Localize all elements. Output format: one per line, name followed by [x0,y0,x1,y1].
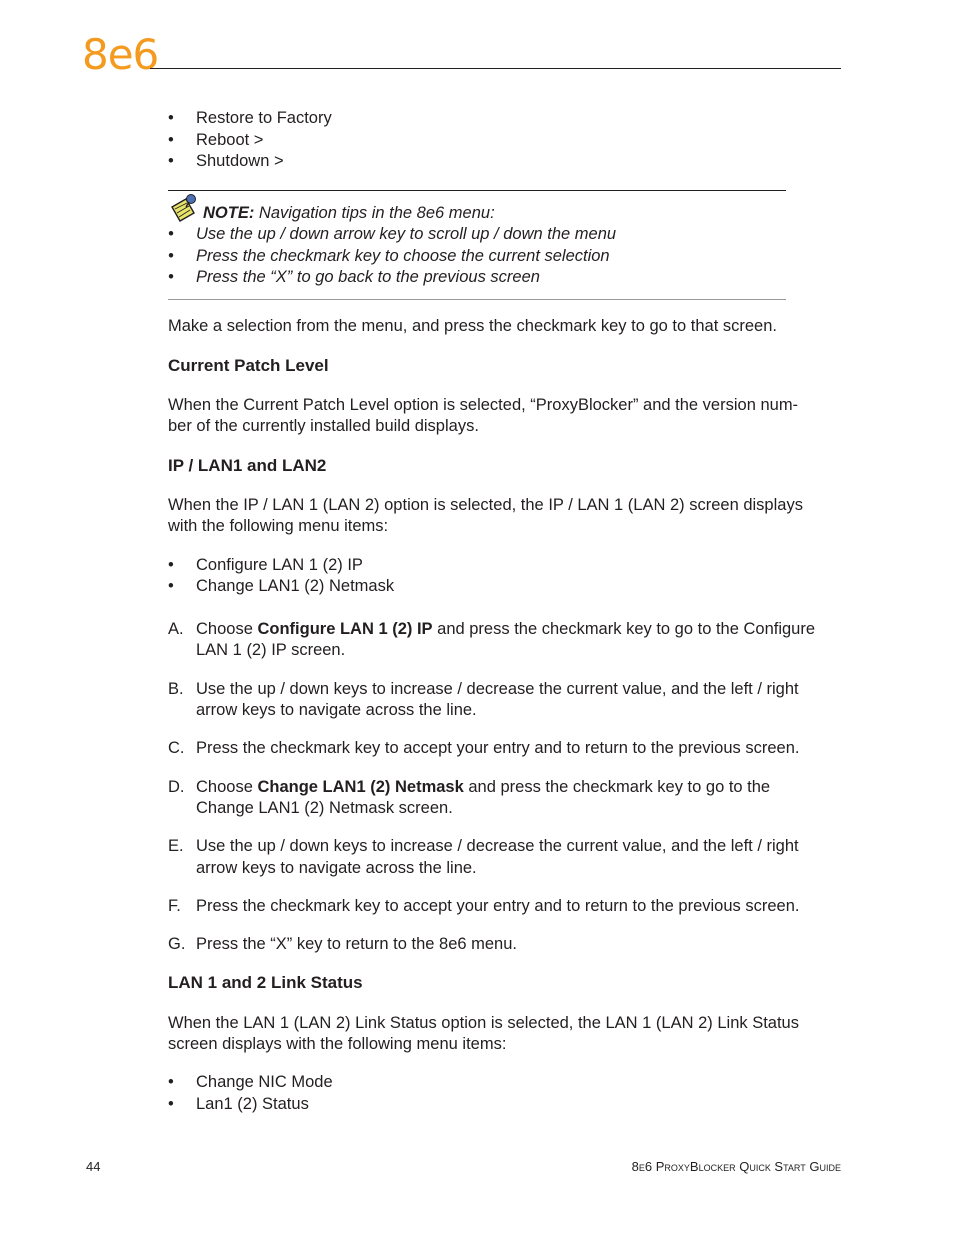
note-tip: Press the checkmark key to choose the current selection [196,247,610,265]
bullet-marker: • [168,225,174,243]
intro-paragraph: Make a selection from the menu, and press the checkmark key to go to that screen. [168,317,777,335]
step-text: Press the “X” key to return to the 8e6 menu. [196,935,517,953]
step-letter: C. [168,739,185,757]
note-tip: Press the “X” to go back to the previous screen [196,268,540,286]
bullet-marker: • [168,268,174,286]
list-item: Configure LAN 1 (2) IP [196,556,363,574]
step-text: LAN 1 (2) IP screen. [196,641,346,659]
step-letter: G. [168,935,186,953]
step-text [196,777,770,797]
brand-logo: 8e6 [82,30,159,79]
footer-guide-title: 8e6 ProxyBlocker Quick Start Guide [631,1159,841,1174]
step-text: Use the up / down keys to increase / decrease the current value, and the left / right [196,837,799,855]
step-letter: D. [168,778,185,796]
step-text: arrow keys to navigate across the line. [196,859,477,877]
section-heading-patch: Current Patch Level [168,356,329,375]
bullet-marker: • [168,556,174,574]
step-text: Use the up / down keys to increase / decrease the current value, and the left / right [196,680,799,698]
section-heading-link-status: LAN 1 and 2 Link Status [168,973,363,992]
paragraph-line: When the IP / LAN 1 (LAN 2) option is selected, the IP / LAN 1 (LAN 2) screen displays [168,496,803,514]
note-rule-top [168,190,786,191]
page-number: 44 [86,1159,101,1174]
list-item: Change NIC Mode [196,1073,333,1091]
bullet-marker: • [168,577,174,595]
step-text-pre: Choose [196,620,258,638]
step-text-pre: Choose [196,778,258,796]
step-letter: F. [168,897,181,915]
list-item: Lan1 (2) Status [196,1095,309,1113]
paragraph-line: When the LAN 1 (LAN 2) Link Status option is selected, the LAN 1 (LAN 2) Link Status [168,1014,799,1032]
step-text [196,619,815,639]
paragraph-line: with the following menu items: [168,517,389,535]
bullet-marker: • [168,152,174,170]
note-rule-bottom [168,299,786,300]
paragraph-line: ber of the currently installed build displays. [168,417,479,435]
list-item: Restore to Factory [196,109,332,127]
note-intro: Navigation tips in the 8e6 menu: [254,204,495,222]
bullet-marker: • [168,109,174,127]
header-rule [150,68,841,69]
note-label: NOTE: [203,204,255,222]
step-text-bold: Change LAN1 (2) Netmask [257,778,464,796]
paragraph-line: screen displays with the following menu items: [168,1035,507,1053]
step-text: Press the checkmark key to accept your entry and to return to the previous screen. [196,897,800,915]
list-item: Change LAN1 (2) Netmask [196,577,395,595]
note-tip: Use the up / down arrow key to scroll up / down the menu [196,225,617,243]
step-letter: B. [168,680,184,698]
step-letter: A. [168,620,184,638]
step-text: arrow keys to navigate across the line. [196,701,477,719]
note-pin-icon [169,193,201,223]
bullet-marker: • [168,247,174,265]
step-text-post: and press the checkmark key to go to the [463,778,771,796]
step-text-bold: Configure LAN 1 (2) IP [257,620,433,638]
bullet-marker: • [168,1073,174,1091]
list-item: Shutdown > [196,152,284,170]
step-text: Change LAN1 (2) Netmask screen. [196,799,453,817]
list-item: Reboot > [196,131,264,149]
section-heading-ip: IP / LAN1 and LAN2 [168,456,327,475]
bullet-marker: • [168,1095,174,1113]
step-letter: E. [168,837,184,855]
paragraph-line: When the Current Patch Level option is selected, “ProxyBlocker” and the version num- [168,396,799,414]
step-text: Press the checkmark key to accept your entry and to return to the previous screen. [196,739,800,757]
bullet-marker: • [168,131,174,149]
note-heading [203,203,495,223]
step-text-post: and press the checkmark key to go to the Configure [432,620,816,638]
